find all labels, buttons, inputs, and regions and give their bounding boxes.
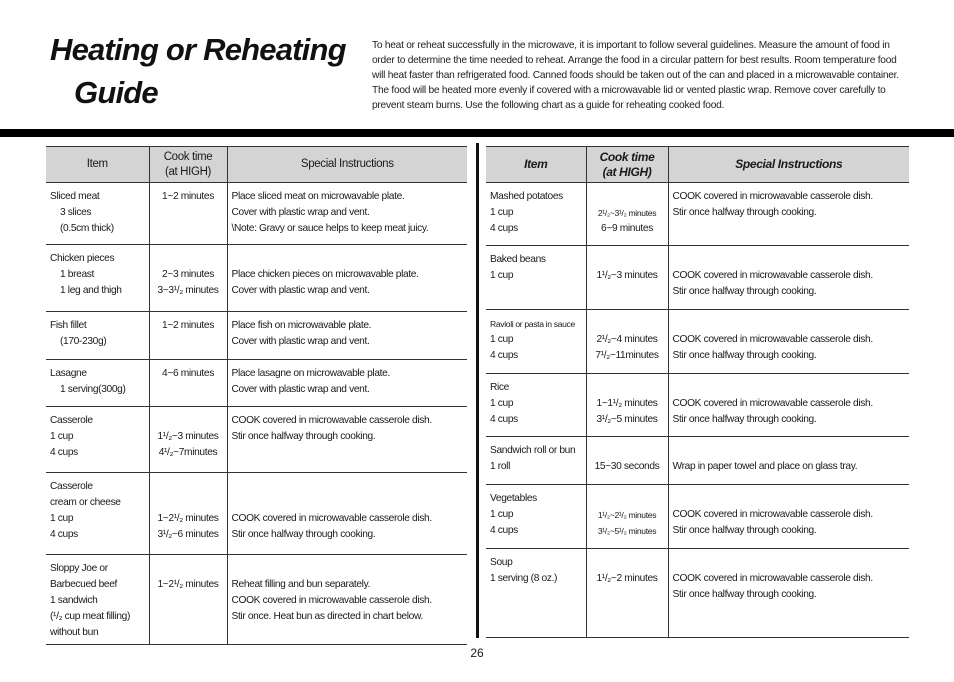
item-cell (486, 183, 586, 246)
instructions-cell (227, 183, 467, 245)
cook-time-cell-line: 1~2 minutes (162, 191, 214, 202)
item-cell-line: (170-230g) (60, 336, 107, 347)
item-cell (46, 360, 149, 407)
instructions-cell-line: COOK covered in microwavable casserole dish. (672, 191, 873, 202)
instructions-cell-line (673, 380, 906, 396)
instructions-cell (668, 374, 909, 437)
instructions-cell (227, 473, 467, 555)
cook-time-cell-line: 3~3¹/₂ minutes (157, 285, 219, 296)
cook-time-cell-line: 1~2¹/₂ minutes (157, 513, 219, 524)
instructions-cell-line: Place lasagne on microwavable plate. (231, 368, 390, 379)
cook-time-cell-line: 2¹/₂~4 minutes (596, 334, 658, 345)
item-cell-line: 1 cup (490, 270, 514, 281)
cook-time-cell-line (591, 443, 664, 459)
instructions-cell (668, 437, 909, 485)
instructions-cell-line: \Note: Gravy or sauce helps to keep meat juicy. (231, 223, 429, 234)
instructions-cell (668, 549, 909, 638)
cook-time-cell-line: 4¹/₂~7minutes (158, 447, 218, 458)
item-cell-line: 1 breast (60, 269, 95, 280)
table-row (46, 183, 467, 245)
table-row (46, 407, 467, 473)
item-cell-line: without bun (50, 627, 99, 638)
instructions-cell (227, 312, 467, 360)
cook-time-cell (149, 555, 227, 645)
header-item: Item (486, 147, 586, 183)
cook-time-cell-line (154, 413, 223, 429)
table-row (46, 473, 467, 555)
instructions-cell-line: Stir once halfway through cooking. (672, 589, 817, 600)
item-cell (46, 245, 149, 312)
item-cell-line: 4 cups (50, 447, 78, 458)
instructions-cell-line (673, 555, 906, 571)
item-cell-line: Sliced meat (50, 191, 100, 202)
table-row (486, 310, 909, 374)
instructions-cell-line: Stir once. Heat bun as directed in chart below. (231, 611, 423, 622)
cook-time-cell (149, 407, 227, 473)
item-cell-line: 1 cup (490, 398, 514, 409)
item-cell (486, 437, 586, 485)
header-instructions: Special Instructions (668, 147, 909, 183)
cook-time-cell-line: 1~2 minutes (162, 320, 214, 331)
table-row (486, 246, 909, 310)
header-cook-time-line-2: (at HIGH) (602, 164, 652, 179)
item-cell-line: 4 cups (490, 223, 518, 234)
instructions-cell-line: COOK covered in microwavable casserole dish. (672, 398, 873, 409)
instructions-cell-line: COOK covered in microwavable casserole dish. (231, 415, 432, 426)
cook-time-cell (586, 437, 668, 485)
instructions-cell-line (673, 491, 906, 507)
item-cell-line: (¹/₂ cup meat filling) (50, 611, 131, 622)
cook-time-cell-line (154, 251, 223, 267)
item-cell-line: 1 leg and thigh (60, 285, 122, 296)
table-header-row (46, 147, 467, 183)
page-title-line-1: Heating or Reheating (50, 32, 346, 67)
cook-time-cell-line (591, 555, 664, 571)
item-cell-line: Sloppy Joe or (50, 563, 108, 574)
column-divider (476, 143, 479, 638)
instructions-cell-line: COOK covered in microwavable casserole dish. (672, 573, 873, 584)
cook-time-cell-line: 1¹/₂~2 minutes (596, 573, 658, 584)
instructions-cell-line: Place fish on microwavable plate. (231, 320, 372, 331)
cook-time-cell (586, 246, 668, 310)
instructions-cell-line: Cover with plastic wrap and vent. (231, 285, 370, 296)
item-cell-line: Lasagne (50, 368, 87, 379)
cook-time-cell-line: 1¹/₂~2¹/₂ minutes (597, 510, 657, 520)
item-cell-line: Ravioli or pasta in sauce (490, 319, 575, 329)
cook-time-cell (586, 183, 668, 246)
instructions-cell-line: Cover with plastic wrap and vent. (231, 384, 370, 395)
instructions-cell-line: Stir once halfway through cooking. (672, 286, 817, 297)
instructions-cell-line: Stir once halfway through cooking. (672, 525, 817, 536)
table-row (46, 245, 467, 312)
item-cell-line: 1 serving(300g) (60, 384, 126, 395)
instructions-cell-line (232, 251, 464, 267)
item-cell-line: Sandwich roll or bun (490, 445, 576, 456)
cook-time-cell-line: 15~30 seconds (594, 461, 660, 472)
header-cook-time-line-2: (at HIGH) (164, 165, 212, 178)
item-cell (486, 310, 586, 374)
item-cell-line: 1 cup (490, 509, 514, 520)
instructions-cell-line (232, 479, 464, 495)
item-cell-line: Casserole (50, 415, 93, 426)
instructions-cell-line (232, 561, 464, 577)
table-row (486, 183, 909, 246)
cook-time-cell-line: 4~6 minutes (162, 368, 214, 379)
header-rule (0, 129, 954, 137)
instructions-cell-line: Stir once halfway through cooking. (231, 431, 376, 442)
item-cell-line: Baked beans (490, 254, 546, 265)
instructions-cell-line (673, 316, 906, 332)
item-cell-line: 1 cup (50, 513, 74, 524)
item-cell (46, 312, 149, 360)
cook-time-cell-line (591, 380, 664, 396)
item-cell-line: 1 cup (490, 207, 514, 218)
cook-time-cell (149, 473, 227, 555)
instructions-cell (668, 246, 909, 310)
instructions-cell (227, 360, 467, 407)
intro-paragraph: To heat or reheat successfully in the microwave, it is important to follow several guidelines. Measure the amount of food in order to determine the time needed to reheat. Arrange the food in a circular pattern for best results. Room temperature food will heat faster than refrigerated food. Canned foods should be taken out of the can and placed in a microwavable container. The food will be heated more evenly if covered with a microwavable lid or vented plastic wrap. Remove cover carefully to prevent steam burns. Use the following chart as a guide for reheating cooked food. (372, 40, 899, 111)
item-cell (46, 555, 149, 645)
reheating-table-left (46, 146, 467, 645)
cook-time-cell (149, 245, 227, 312)
item-cell-line: Chicken pieces (50, 253, 115, 264)
item-cell-line: 4 cups (490, 414, 518, 425)
table-row (486, 549, 909, 638)
cook-time-cell-line (154, 495, 223, 511)
item-cell-line: 4 cups (490, 350, 518, 361)
cook-time-cell (149, 360, 227, 407)
cook-time-cell-line: 7¹/₂~11minutes (595, 350, 659, 361)
cook-time-cell (586, 374, 668, 437)
cook-time-cell-line: 3¹/₂~5¹/₂ minutes (597, 526, 657, 536)
header-cook-time (149, 147, 227, 183)
reheating-table-right (486, 146, 909, 638)
header-cook-time-line-1: Cook time (163, 150, 213, 163)
instructions-cell (227, 245, 467, 312)
item-cell (46, 473, 149, 555)
cook-time-cell-line: 2¹/₂~3¹/₂ minutes (597, 208, 657, 218)
instructions-cell-line: COOK covered in microwavable casserole dish. (672, 334, 873, 345)
cook-time-cell-line (591, 252, 664, 268)
item-cell-line: Casserole (50, 481, 93, 492)
instructions-cell-line (232, 495, 464, 511)
cook-time-cell-line: 1¹/₂~3 minutes (596, 270, 658, 281)
table-row (486, 485, 909, 549)
item-cell-line: cream or cheese (50, 497, 121, 508)
item-cell-line: (0.5cm thick) (60, 223, 114, 234)
instructions-cell-line: Place sliced meat on microwavable plate. (231, 191, 405, 202)
instructions-cell-line: COOK covered in microwavable casserole dish. (231, 513, 432, 524)
item-cell-line: Barbecued beef (50, 579, 118, 590)
cook-time-cell (586, 549, 668, 638)
page-title (50, 28, 370, 114)
page-number: 26 (470, 646, 484, 660)
cook-time-cell-line: 3¹/₂~5 minutes (596, 414, 658, 425)
item-cell (486, 485, 586, 549)
instructions-cell (668, 310, 909, 374)
item-cell-line: Soup (490, 557, 513, 568)
instructions-cell (227, 555, 467, 645)
table-row (46, 360, 467, 407)
page-title-line-2: Guide (74, 75, 158, 110)
item-cell-line: 1 cup (50, 431, 74, 442)
instructions-cell (227, 407, 467, 473)
item-cell-line: 1 sandwich (50, 595, 98, 606)
item-cell-line: 3 slices (60, 207, 92, 218)
cook-time-cell-line: 6~9 minutes (601, 223, 653, 234)
item-cell-line: 4 cups (490, 525, 518, 536)
table-row (46, 312, 467, 360)
cook-time-cell (149, 312, 227, 360)
instructions-cell-line (673, 252, 906, 268)
cook-time-cell-line: 1~2¹/₂ minutes (157, 579, 219, 590)
item-cell-line: 1 serving (8 oz.) (490, 573, 558, 584)
instructions-cell-line (673, 443, 906, 459)
instructions-cell-line: Stir once halfway through cooking. (672, 414, 817, 425)
cook-time-cell-line (591, 491, 664, 507)
instructions-cell-line: Stir once halfway through cooking. (672, 207, 817, 218)
cook-time-cell-line (154, 479, 223, 495)
instructions-cell-line: Place chicken pieces on microwavable plate. (231, 269, 419, 280)
cook-time-cell-line: 2~3 minutes (162, 269, 214, 280)
item-cell-line: Mashed potatoes (490, 191, 563, 202)
instructions-cell-line: COOK covered in microwavable casserole dish. (231, 595, 432, 606)
cook-time-cell-line (154, 561, 223, 577)
item-cell-line: Fish fillet (50, 320, 87, 331)
cook-time-cell-line: 1¹/₂~3 minutes (157, 431, 219, 442)
header-cook-time (586, 147, 668, 183)
table-row (486, 374, 909, 437)
item-cell (46, 183, 149, 245)
item-cell-line: 4 cups (50, 529, 78, 540)
cook-time-cell-line: 3¹/₂~6 minutes (157, 529, 219, 540)
item-cell-line: 1 roll (490, 461, 510, 472)
item-cell-line: Vegetables (490, 493, 537, 504)
item-cell (486, 246, 586, 310)
header-instructions: Special Instructions (227, 147, 467, 183)
instructions-cell (668, 485, 909, 549)
item-cell (46, 407, 149, 473)
cook-time-cell (586, 485, 668, 549)
instructions-cell-line: Stir once halfway through cooking. (231, 529, 376, 540)
instructions-cell-line: Cover with plastic wrap and vent. (231, 336, 370, 347)
instructions-cell-line: Stir once halfway through cooking. (672, 350, 817, 361)
item-cell (486, 549, 586, 638)
cook-time-cell (586, 310, 668, 374)
instructions-cell-line: Cover with plastic wrap and vent. (231, 207, 370, 218)
instructions-cell-line: COOK covered in microwavable casserole dish. (672, 509, 873, 520)
instructions-cell-line: COOK covered in microwavable casserole dish. (672, 270, 873, 281)
item-cell-line: 1 cup (490, 334, 514, 345)
table-row (46, 555, 467, 645)
instructions-cell-line: Wrap in paper towel and place on glass tray. (672, 461, 858, 472)
header-item: Item (46, 147, 149, 183)
table-row (486, 437, 909, 485)
table-header-row (486, 147, 909, 183)
cook-time-cell-line: 1~1¹/₂ minutes (596, 398, 658, 409)
cook-time-cell-line (591, 189, 664, 205)
cook-time-cell (149, 183, 227, 245)
instructions-cell-line: Reheat filling and bun separately. (231, 579, 371, 590)
instructions-cell (668, 183, 909, 246)
item-cell (486, 374, 586, 437)
header-cook-time-line-1: Cook time (599, 149, 655, 164)
cook-time-cell-line (591, 316, 664, 332)
item-cell-line: Rice (490, 382, 509, 393)
